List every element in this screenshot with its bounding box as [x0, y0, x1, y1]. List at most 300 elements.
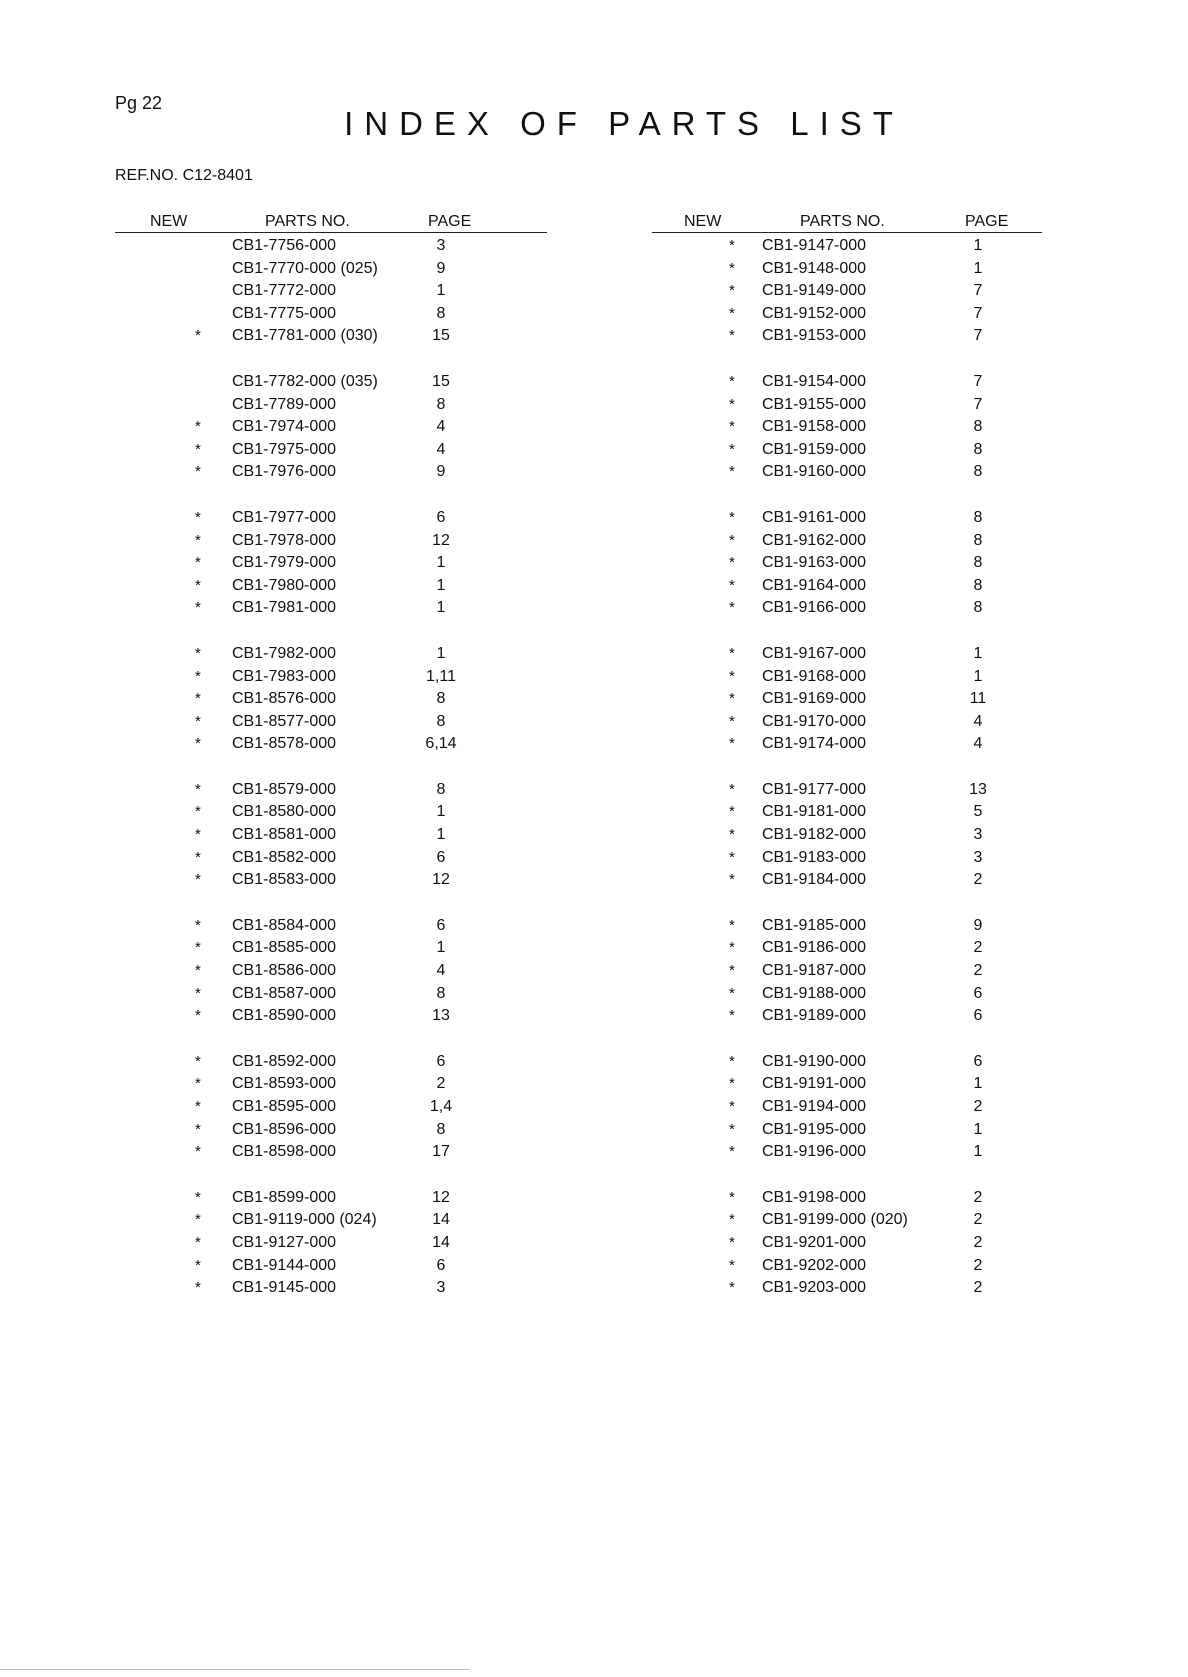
new-marker: *	[195, 463, 201, 481]
new-marker: *	[195, 576, 201, 594]
table-row	[652, 777, 1042, 800]
page-ref: 1	[973, 644, 983, 662]
table-row	[115, 935, 547, 958]
part-number: CB1-7978-000	[232, 531, 337, 549]
part-number: CB1-9177-000	[762, 780, 867, 798]
new-marker: *	[729, 1075, 735, 1093]
table-row	[652, 1230, 1042, 1253]
table-row	[652, 1049, 1042, 1072]
part-number: CB1-8582-000	[232, 848, 337, 866]
table-row	[115, 1094, 547, 1117]
part-number: CB1-9119-000 (024)	[232, 1211, 377, 1229]
new-marker: *	[729, 418, 735, 436]
new-marker: *	[195, 984, 201, 1002]
part-number: CB1-9191-000	[762, 1075, 867, 1093]
table-body	[115, 233, 547, 1298]
part-number: CB1-9170-000	[762, 712, 867, 730]
new-marker: *	[195, 1188, 201, 1206]
table-row	[652, 822, 1042, 845]
part-number: CB1-9189-000	[762, 1007, 867, 1025]
page-ref: 4	[436, 440, 446, 458]
part-number: CB1-7983-000	[232, 667, 337, 685]
part-number: CB1-9149-000	[762, 282, 867, 300]
new-marker: *	[195, 690, 201, 708]
table-row	[652, 505, 1042, 528]
new-marker: *	[729, 599, 735, 617]
new-marker: *	[729, 508, 735, 526]
new-marker: *	[729, 1256, 735, 1274]
page-ref: 1	[436, 803, 446, 821]
page-ref: 6	[436, 1256, 446, 1274]
page-ref: 14	[432, 1233, 450, 1251]
table-row	[115, 414, 547, 437]
page-ref: 2	[973, 939, 983, 957]
table-row	[652, 233, 1042, 256]
table-row	[115, 1003, 547, 1026]
page-ref: 17	[432, 1143, 450, 1161]
page-ref: 8	[973, 554, 983, 572]
page-ref: 2	[973, 1188, 983, 1206]
page-ref: 11	[969, 690, 987, 708]
part-number: CB1-9152-000	[762, 304, 867, 322]
new-marker: *	[195, 667, 201, 685]
table-row	[652, 1071, 1042, 1094]
table-row	[652, 1207, 1042, 1230]
table-row	[115, 709, 547, 732]
page-ref: 2	[436, 1075, 446, 1093]
page-ref: 8	[973, 418, 983, 436]
table-row	[652, 958, 1042, 981]
part-number: CB1-7976-000	[232, 463, 337, 481]
part-number: CB1-8595-000	[232, 1098, 337, 1115]
new-marker: *	[729, 803, 735, 821]
table-row	[652, 573, 1042, 596]
page-ref: 6	[973, 984, 983, 1002]
part-number: CB1-8583-000	[232, 871, 337, 889]
table-row	[115, 913, 547, 936]
page-ref: 13	[969, 780, 987, 798]
table-row	[115, 1049, 547, 1072]
table-row	[115, 1230, 547, 1253]
page-ref: 1	[436, 576, 446, 594]
part-number: CB1-8596-000	[232, 1120, 337, 1138]
part-number: CB1-8576-000	[232, 690, 337, 708]
page-ref: 14	[432, 1211, 450, 1229]
new-marker: *	[195, 871, 201, 889]
page-ref: 2	[973, 1256, 983, 1274]
part-number: CB1-9169-000	[762, 690, 867, 708]
page-ref: 3	[973, 826, 983, 844]
new-marker: *	[729, 1233, 735, 1251]
table-row	[115, 1185, 547, 1208]
new-marker: *	[729, 780, 735, 798]
part-number: CB1-9183-000	[762, 848, 867, 866]
part-number: CB1-9158-000	[762, 418, 867, 436]
new-marker: *	[195, 1120, 201, 1138]
table-row	[115, 573, 547, 596]
new-marker: *	[729, 531, 735, 549]
page-ref: 4	[973, 712, 983, 730]
page-ref: 1	[436, 939, 446, 957]
page-ref: 8	[436, 1120, 446, 1138]
table-row	[652, 392, 1042, 415]
new-marker: *	[729, 667, 735, 685]
part-number: CB1-7979-000	[232, 554, 337, 572]
page-ref: 12	[432, 871, 450, 889]
new-marker: *	[195, 1143, 201, 1161]
page-ref: 5	[973, 803, 983, 821]
new-marker: *	[729, 554, 735, 572]
table-row	[115, 233, 547, 256]
new-marker: *	[195, 554, 201, 572]
new-marker: *	[729, 372, 735, 390]
part-number: CB1-9186-000	[762, 939, 867, 957]
page-ref: 7	[973, 304, 983, 322]
new-marker: *	[729, 712, 735, 730]
new-marker: *	[729, 1120, 735, 1138]
page-ref: 7	[973, 395, 983, 413]
page-ref: 1,11	[426, 667, 456, 685]
page-ref: 8	[436, 780, 446, 798]
table-row	[652, 528, 1042, 551]
table-row	[115, 686, 547, 709]
new-marker: *	[729, 327, 735, 345]
page-ref: 8	[436, 304, 446, 322]
table-row	[115, 981, 547, 1004]
part-number: CB1-8586-000	[232, 962, 337, 980]
page-ref: 1	[973, 667, 983, 685]
footer-divider	[0, 1669, 470, 1670]
table-row	[652, 731, 1042, 754]
page-ref: 2	[973, 962, 983, 980]
page-ref: 8	[973, 440, 983, 458]
new-marker: *	[729, 304, 735, 322]
new-marker: *	[195, 780, 201, 798]
page-ref: 9	[436, 259, 446, 277]
table-body	[652, 233, 1042, 1298]
part-number: CB1-9184-000	[762, 871, 867, 889]
part-number: CB1-9163-000	[762, 554, 867, 572]
page-ref: 15	[432, 372, 450, 390]
new-marker: *	[195, 1279, 201, 1297]
table-row	[115, 301, 547, 324]
new-marker: *	[729, 984, 735, 1002]
parts-table-right	[652, 210, 1042, 1298]
part-number: CB1-9174-000	[762, 735, 867, 753]
part-number: CB1-8593-000	[232, 1075, 337, 1093]
table-row	[115, 528, 547, 551]
header-parts-no: PARTS NO.	[265, 213, 350, 230]
table-row	[652, 595, 1042, 618]
part-number: CB1-7782-000 (035)	[232, 372, 378, 390]
new-marker: *	[729, 962, 735, 980]
table-row	[652, 664, 1042, 687]
page-ref: 2	[973, 1233, 983, 1251]
table-row	[115, 958, 547, 981]
part-number: CB1-7977-000	[232, 508, 337, 526]
page-title: INDEX OF PARTS LIST	[344, 105, 904, 142]
page-ref: 12	[432, 1188, 450, 1206]
new-marker: *	[195, 826, 201, 844]
new-marker: *	[195, 848, 201, 866]
part-number: CB1-9168-000	[762, 667, 867, 685]
page-ref: 6	[973, 1007, 983, 1025]
table-header	[652, 210, 1042, 233]
table-row	[652, 686, 1042, 709]
page-ref: 8	[436, 690, 446, 708]
part-number: CB1-7789-000	[232, 395, 337, 413]
page-ref: 9	[973, 916, 983, 934]
table-row	[652, 369, 1042, 392]
table-row	[652, 935, 1042, 958]
part-number: CB1-9155-000	[762, 395, 867, 413]
table-row	[652, 437, 1042, 460]
table-row	[115, 1253, 547, 1276]
part-number: CB1-9147-000	[762, 237, 867, 254]
table-row	[652, 913, 1042, 936]
new-marker: *	[729, 576, 735, 594]
page-ref: 6,14	[425, 735, 457, 753]
table-row	[115, 1139, 547, 1162]
page-ref: 2	[973, 871, 983, 889]
page-ref: 4	[436, 418, 446, 436]
new-marker: *	[195, 1075, 201, 1093]
new-marker: *	[195, 712, 201, 730]
page-ref: 3	[973, 848, 983, 866]
page-ref: 1	[436, 282, 446, 300]
page-ref: 13	[432, 1007, 450, 1025]
table-row	[652, 256, 1042, 279]
table-row	[115, 369, 547, 392]
part-number: CB1-9148-000	[762, 259, 867, 277]
new-marker: *	[729, 735, 735, 753]
page-ref: 1,4	[429, 1098, 453, 1115]
header-new: NEW	[684, 213, 722, 230]
page-ref: 1	[436, 644, 446, 662]
part-number: CB1-9185-000	[762, 916, 867, 934]
part-number: CB1-9199-000 (020)	[762, 1211, 908, 1229]
table-row	[115, 505, 547, 528]
part-number: CB1-9160-000	[762, 463, 867, 481]
page-ref: 3	[436, 1279, 446, 1297]
part-number: CB1-7775-000	[232, 304, 337, 322]
part-number: CB1-9162-000	[762, 531, 867, 549]
part-number: CB1-9153-000	[762, 327, 867, 345]
table-row	[115, 822, 547, 845]
table-row	[115, 550, 547, 573]
part-number: CB1-9164-000	[762, 576, 867, 594]
table-row	[115, 777, 547, 800]
part-number: CB1-9190-000	[762, 1052, 867, 1070]
part-number: CB1-9188-000	[762, 984, 867, 1002]
new-marker: *	[729, 939, 735, 957]
new-marker: *	[729, 463, 735, 481]
page-ref: 6	[973, 1052, 983, 1070]
part-number: CB1-8579-000	[232, 780, 337, 798]
new-marker: *	[195, 327, 201, 345]
page-number: Pg 22	[115, 93, 163, 113]
new-marker: *	[729, 1098, 735, 1115]
header-parts-no: PARTS NO.	[800, 213, 885, 230]
new-marker: *	[195, 440, 201, 458]
table-row	[115, 1207, 547, 1230]
part-number: CB1-8584-000	[232, 916, 337, 934]
new-marker: *	[729, 1279, 735, 1297]
new-marker: *	[195, 418, 201, 436]
part-number: CB1-7781-000 (030)	[232, 327, 378, 345]
new-marker: *	[729, 826, 735, 844]
table-row	[115, 459, 547, 482]
page-ref: 6	[436, 848, 446, 866]
part-number: CB1-9181-000	[762, 803, 867, 821]
new-marker: *	[729, 1007, 735, 1025]
new-marker: *	[729, 237, 735, 254]
table-row	[115, 437, 547, 460]
page-ref: 8	[973, 599, 983, 617]
reference-number: REF.NO. C12-8401	[115, 167, 253, 184]
page-ref: 1	[973, 1143, 983, 1161]
page-ref: 6	[436, 1052, 446, 1070]
page-ref: 8	[973, 508, 983, 526]
part-number: CB1-9202-000	[762, 1256, 867, 1274]
new-marker: *	[195, 735, 201, 753]
table-row	[115, 323, 547, 346]
table-row	[652, 1094, 1042, 1117]
table-row	[652, 641, 1042, 664]
table-row	[652, 799, 1042, 822]
page-ref: 3	[436, 237, 446, 254]
page-ref: 6	[436, 508, 446, 526]
table-row	[115, 867, 547, 890]
table-row	[652, 301, 1042, 324]
new-marker: *	[729, 690, 735, 708]
part-number: CB1-7772-000	[232, 282, 337, 300]
table-row	[652, 459, 1042, 482]
table-row	[115, 1117, 547, 1140]
part-number: CB1-9196-000	[762, 1143, 867, 1161]
part-number: CB1-8578-000	[232, 735, 337, 753]
table-row	[652, 278, 1042, 301]
new-marker: *	[195, 916, 201, 934]
page-ref: 1	[436, 826, 446, 844]
table-row	[652, 1117, 1042, 1140]
new-marker: *	[729, 1211, 735, 1229]
table-row	[115, 256, 547, 279]
table-row	[652, 845, 1042, 868]
new-marker: *	[195, 599, 201, 617]
page-ref: 1	[973, 259, 983, 277]
part-number: CB1-9154-000	[762, 372, 867, 390]
part-number: CB1-9166-000	[762, 599, 867, 617]
new-marker: *	[729, 1052, 735, 1070]
table-row	[652, 550, 1042, 573]
new-marker: *	[729, 1188, 735, 1206]
new-marker: *	[195, 803, 201, 821]
new-marker: *	[195, 962, 201, 980]
part-number: CB1-9127-000	[232, 1233, 337, 1251]
page-ref: 8	[973, 576, 983, 594]
table-row	[652, 323, 1042, 346]
page-ref: 8	[973, 531, 983, 549]
table-row	[652, 981, 1042, 1004]
new-marker: *	[729, 395, 735, 413]
part-number: CB1-9167-000	[762, 644, 867, 662]
new-marker: *	[195, 939, 201, 957]
part-number: CB1-8585-000	[232, 939, 337, 957]
table-row	[115, 664, 547, 687]
part-number: CB1-8581-000	[232, 826, 337, 844]
table-row	[115, 731, 547, 754]
new-marker: *	[729, 644, 735, 662]
table-row	[652, 867, 1042, 890]
new-marker: *	[729, 282, 735, 300]
page-ref: 2	[973, 1211, 983, 1229]
page-ref: 2	[973, 1279, 983, 1297]
part-number: CB1-9194-000	[762, 1098, 867, 1115]
page-ref: 1	[973, 237, 983, 254]
table-row	[115, 641, 547, 664]
page-ref: 15	[432, 327, 450, 345]
part-number: CB1-7980-000	[232, 576, 337, 594]
table-row	[115, 1275, 547, 1298]
page-ref: 1	[436, 599, 446, 617]
page-ref: 8	[436, 712, 446, 730]
new-marker: *	[195, 1007, 201, 1025]
new-marker: *	[195, 1233, 201, 1251]
part-number: CB1-9201-000	[762, 1233, 867, 1251]
new-marker: *	[729, 440, 735, 458]
part-number: CB1-8599-000	[232, 1188, 337, 1206]
table-row	[652, 1139, 1042, 1162]
page-ref: 7	[973, 372, 983, 390]
part-number: CB1-9144-000	[232, 1256, 337, 1274]
table-row	[652, 414, 1042, 437]
table-row	[115, 845, 547, 868]
part-number: CB1-9145-000	[232, 1279, 337, 1297]
page-ref: 7	[973, 282, 983, 300]
new-marker: *	[729, 259, 735, 277]
part-number: CB1-9161-000	[762, 508, 867, 526]
part-number: CB1-7770-000 (025)	[232, 259, 378, 277]
part-number: CB1-8577-000	[232, 712, 337, 730]
table-row	[115, 799, 547, 822]
new-marker: *	[195, 1256, 201, 1274]
new-marker: *	[729, 848, 735, 866]
table-row	[652, 1253, 1042, 1276]
part-number: CB1-8587-000	[232, 984, 337, 1002]
page-ref: 8	[436, 395, 446, 413]
new-marker: *	[729, 916, 735, 934]
page-ref: 12	[432, 531, 450, 549]
header-page: PAGE	[965, 213, 1009, 230]
page-ref: 6	[436, 916, 446, 934]
table-row	[652, 1185, 1042, 1208]
part-number: CB1-7974-000	[232, 418, 337, 436]
part-number: CB1-9195-000	[762, 1120, 867, 1138]
part-number: CB1-8580-000	[232, 803, 337, 821]
table-row	[115, 278, 547, 301]
page-ref: 4	[973, 735, 983, 753]
page-ref: 7	[973, 327, 983, 345]
page-ref: 1	[973, 1120, 983, 1138]
part-number: CB1-9187-000	[762, 962, 867, 980]
header-new: NEW	[150, 213, 188, 230]
part-number: CB1-8592-000	[232, 1052, 337, 1070]
new-marker: *	[729, 871, 735, 889]
part-number: CB1-9182-000	[762, 826, 867, 844]
page-ref: 8	[973, 463, 983, 481]
table-row	[115, 1071, 547, 1094]
